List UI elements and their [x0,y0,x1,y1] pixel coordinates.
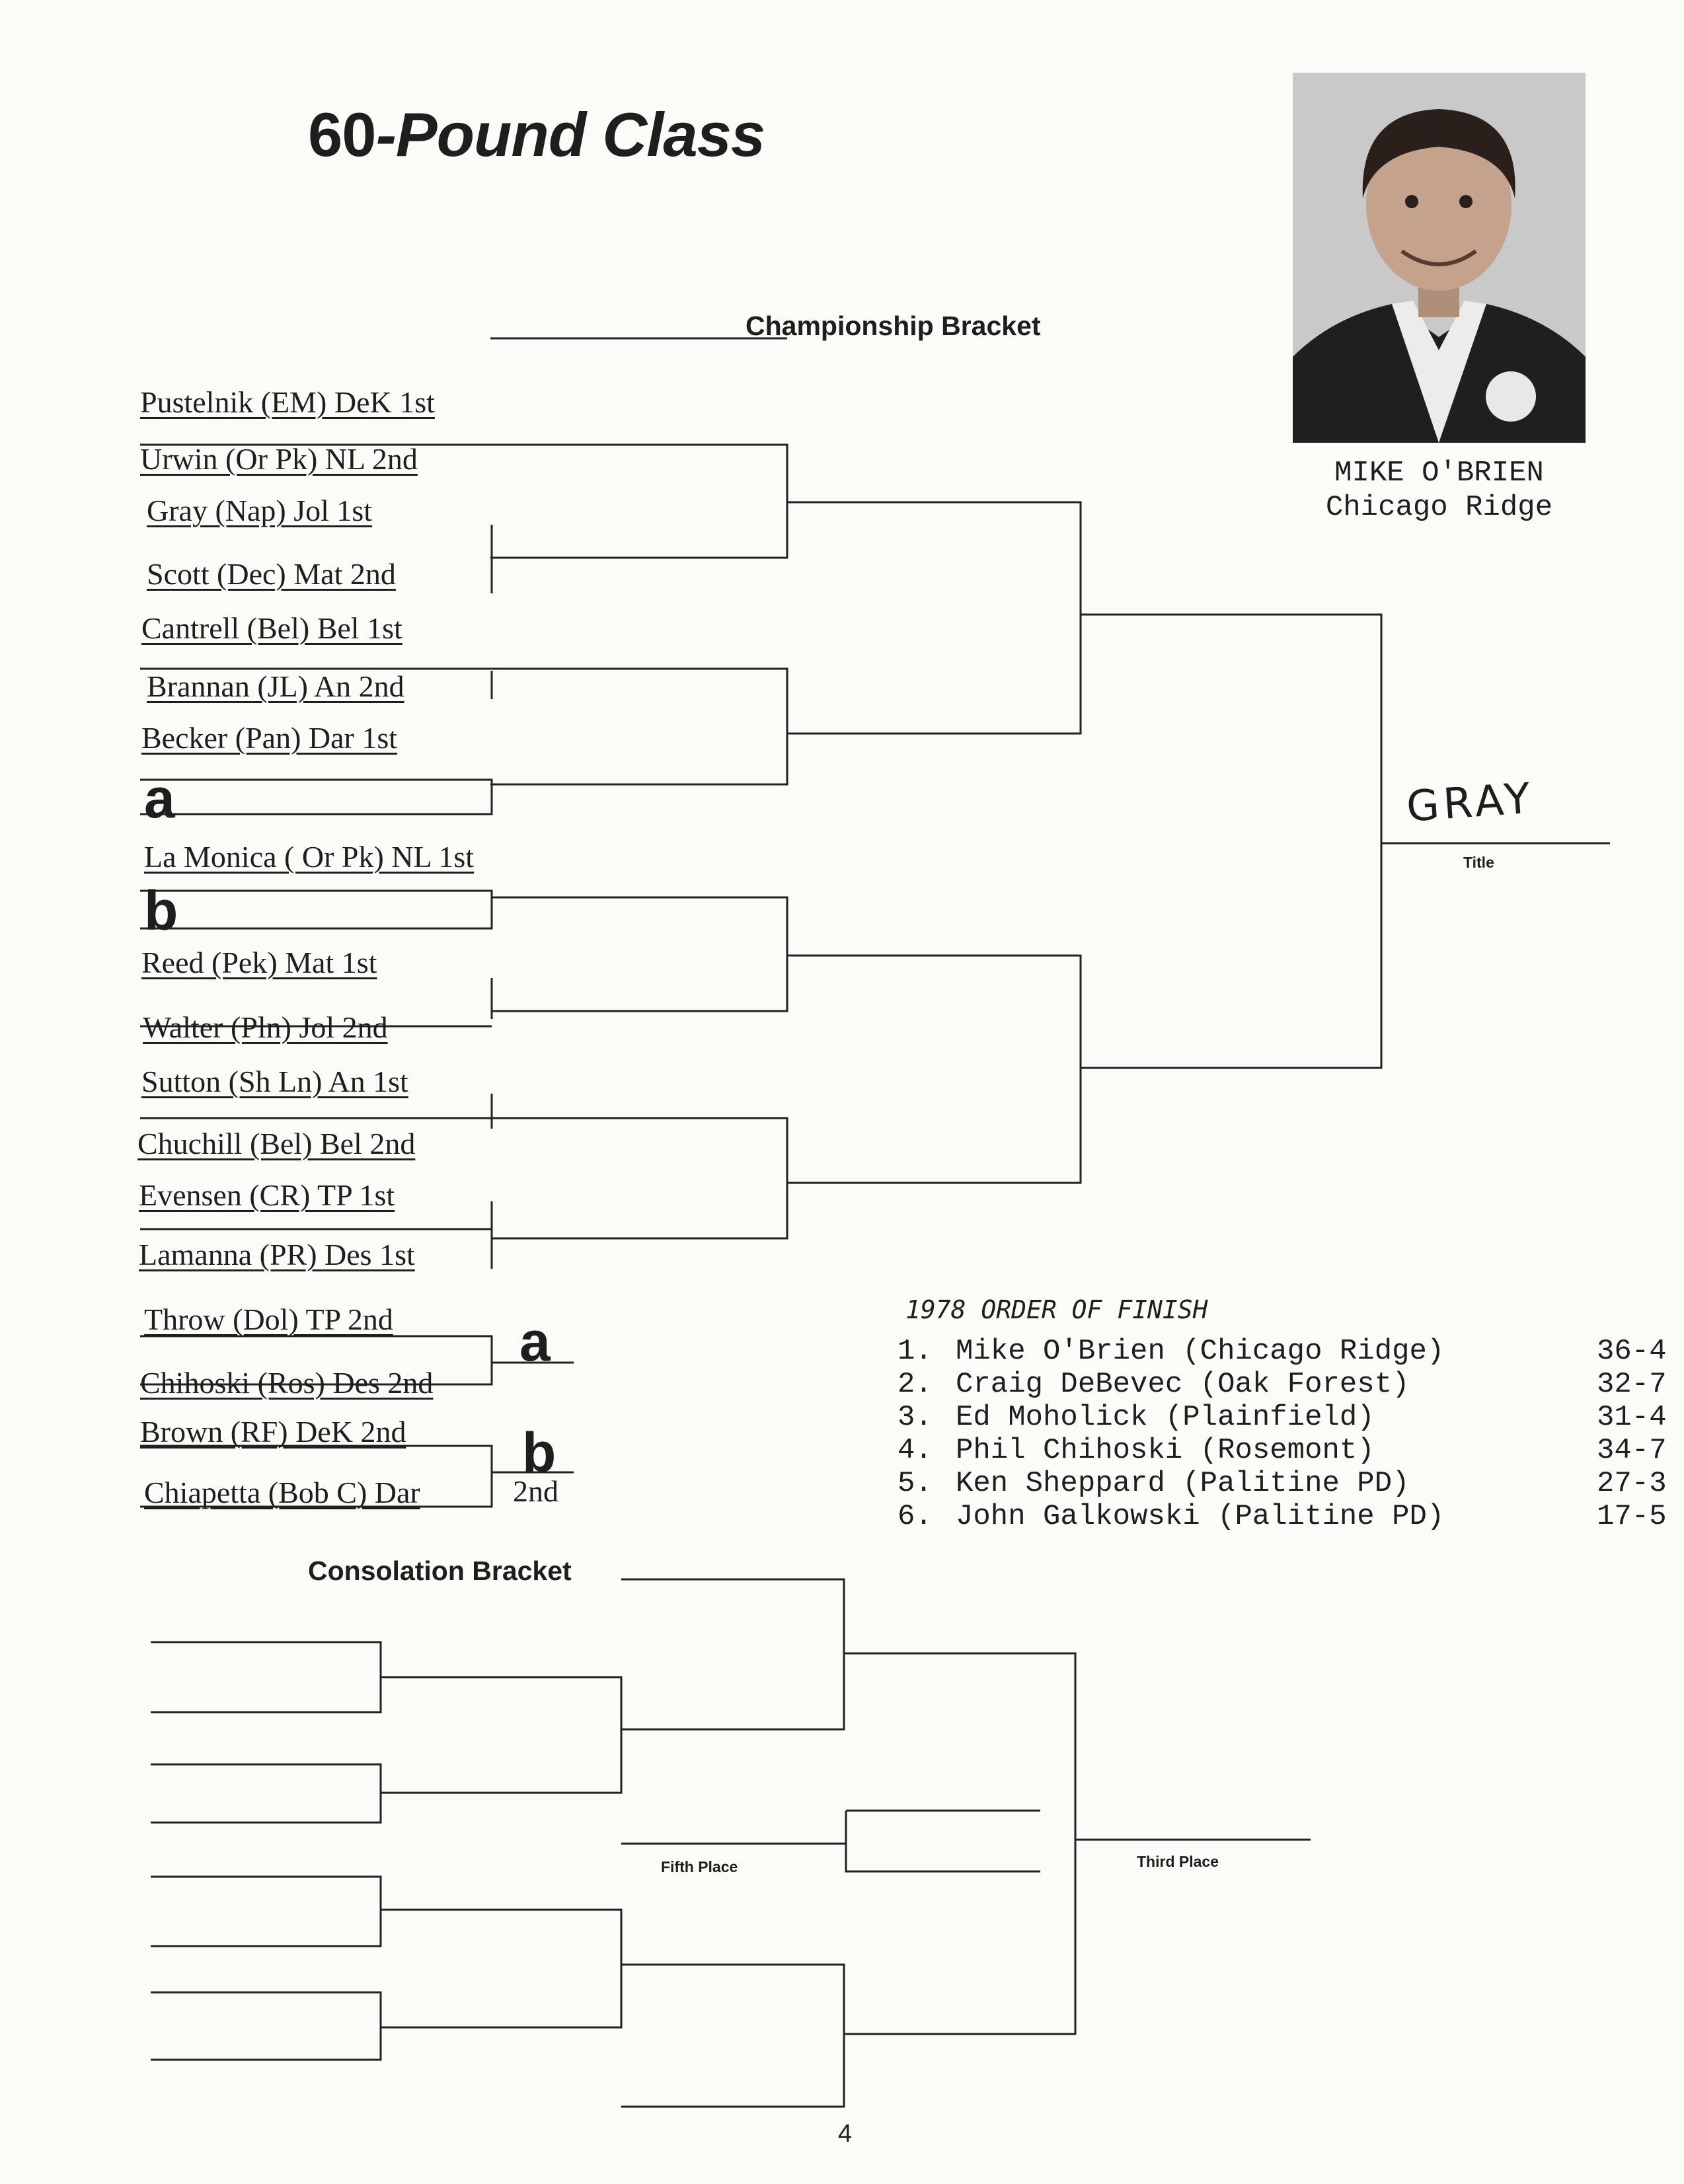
champ-entry-7: Becker (Pan) Dar 1st [141,721,398,755]
page-title [308,99,765,170]
finish-name-3: Ed Moholick (Plainfield) [956,1401,1375,1434]
finish-record-3: 31-4 [1597,1401,1667,1434]
finish-record-4: 34-7 [1597,1434,1667,1467]
finish-name-1: Mike O'Brien (Chicago Ridge) [956,1335,1445,1368]
fifth-place-label: Fifth Place [661,1858,738,1875]
champ-entry-6: Brannan (JL) An 2nd [147,669,404,703]
finish-name-4: Phil Chihoski (Rosemont) [956,1434,1375,1467]
finish-record-1: 36-4 [1597,1335,1667,1368]
prelim-b-bottom: Chiapetta (Bob C) Dar [144,1476,420,1509]
finish-rank-4: 4. [898,1434,933,1467]
champ-entry-1: Pustelnik (EM) DeK 1st [140,385,435,419]
slot-b-letter: b [144,880,178,942]
title-winner-handwriting: GRAY [1404,774,1536,832]
champ-entry-4: Scott (Dec) Mat 2nd [147,557,396,591]
finish-name-2: Craig DeBevec (Oak Forest) [956,1368,1410,1401]
page-number: 4 [838,2120,853,2148]
title-label: Title [1463,854,1494,871]
finish-record-5: 27-3 [1597,1467,1667,1500]
champ-entry-5: Cantrell (Bel) Bel 1st [141,611,402,645]
prelim-b-letter: b [522,1421,556,1484]
photo-town: Chicago Ridge [1325,491,1553,524]
champ-entry-9: Reed (Pek) Mat 1st [141,946,377,979]
finish-record-6: 17-5 [1597,1500,1667,1533]
champ-entry-2: Urwin (Or Pk) NL 2nd [140,442,418,476]
third-place-label: Third Place [1137,1853,1219,1870]
slot-a-letter: a [144,767,175,829]
order-of-finish-title: 1978 ORDER OF FINISH [905,1295,1208,1324]
finish-record-2: 32-7 [1597,1368,1667,1401]
finish-rank-6: 6. [898,1500,933,1533]
photo-name: MIKE O'BRIEN [1334,457,1544,490]
consolation-heading: Consolation Bracket [308,1556,572,1586]
photo-caption [1293,456,1586,525]
champ-entry-10: Walter (Pln) Jol 2nd [143,1010,388,1044]
champ-entry-8: La Monica ( Or Pk) NL 1st [144,840,475,874]
champ-entry-12: Chuchill (Bel) Bel 2nd [137,1127,416,1160]
championship-heading: Championship Bracket [746,311,1041,341]
finish-name-5: Ken Sheppard (Palitine PD) [956,1467,1410,1500]
champ-entry-11: Sutton (Sh Ln) An 1st [141,1065,408,1098]
prelim-a-letter: a [519,1310,551,1373]
finish-rank-1: 1. [898,1335,933,1368]
weight-number: 60 [308,100,376,169]
class-label: -Pound Class [375,100,765,169]
champ-entry-14: Lamanna (PR) Des 1st [139,1238,415,1271]
finish-rank-5: 5. [898,1467,933,1500]
wrestler-photo [1293,73,1586,443]
finish-rank-3: 3. [898,1401,933,1434]
finish-rank-2: 2. [898,1368,933,1401]
prelim-b-bottom-place: 2nd [513,1474,558,1508]
champ-entry-13: Evensen (CR) TP 1st [139,1178,395,1212]
finish-name-6: John Galkowski (Palitine PD) [956,1500,1445,1533]
prelim-b-top: Brown (RF) DeK 2nd [140,1415,406,1449]
prelim-a-top: Throw (Dol) TP 2nd [144,1302,393,1336]
prelim-a-bottom: Chihoski (Ros) Des 2nd [140,1366,434,1400]
champ-entry-3: Gray (Nap) Jol 1st [147,494,373,527]
